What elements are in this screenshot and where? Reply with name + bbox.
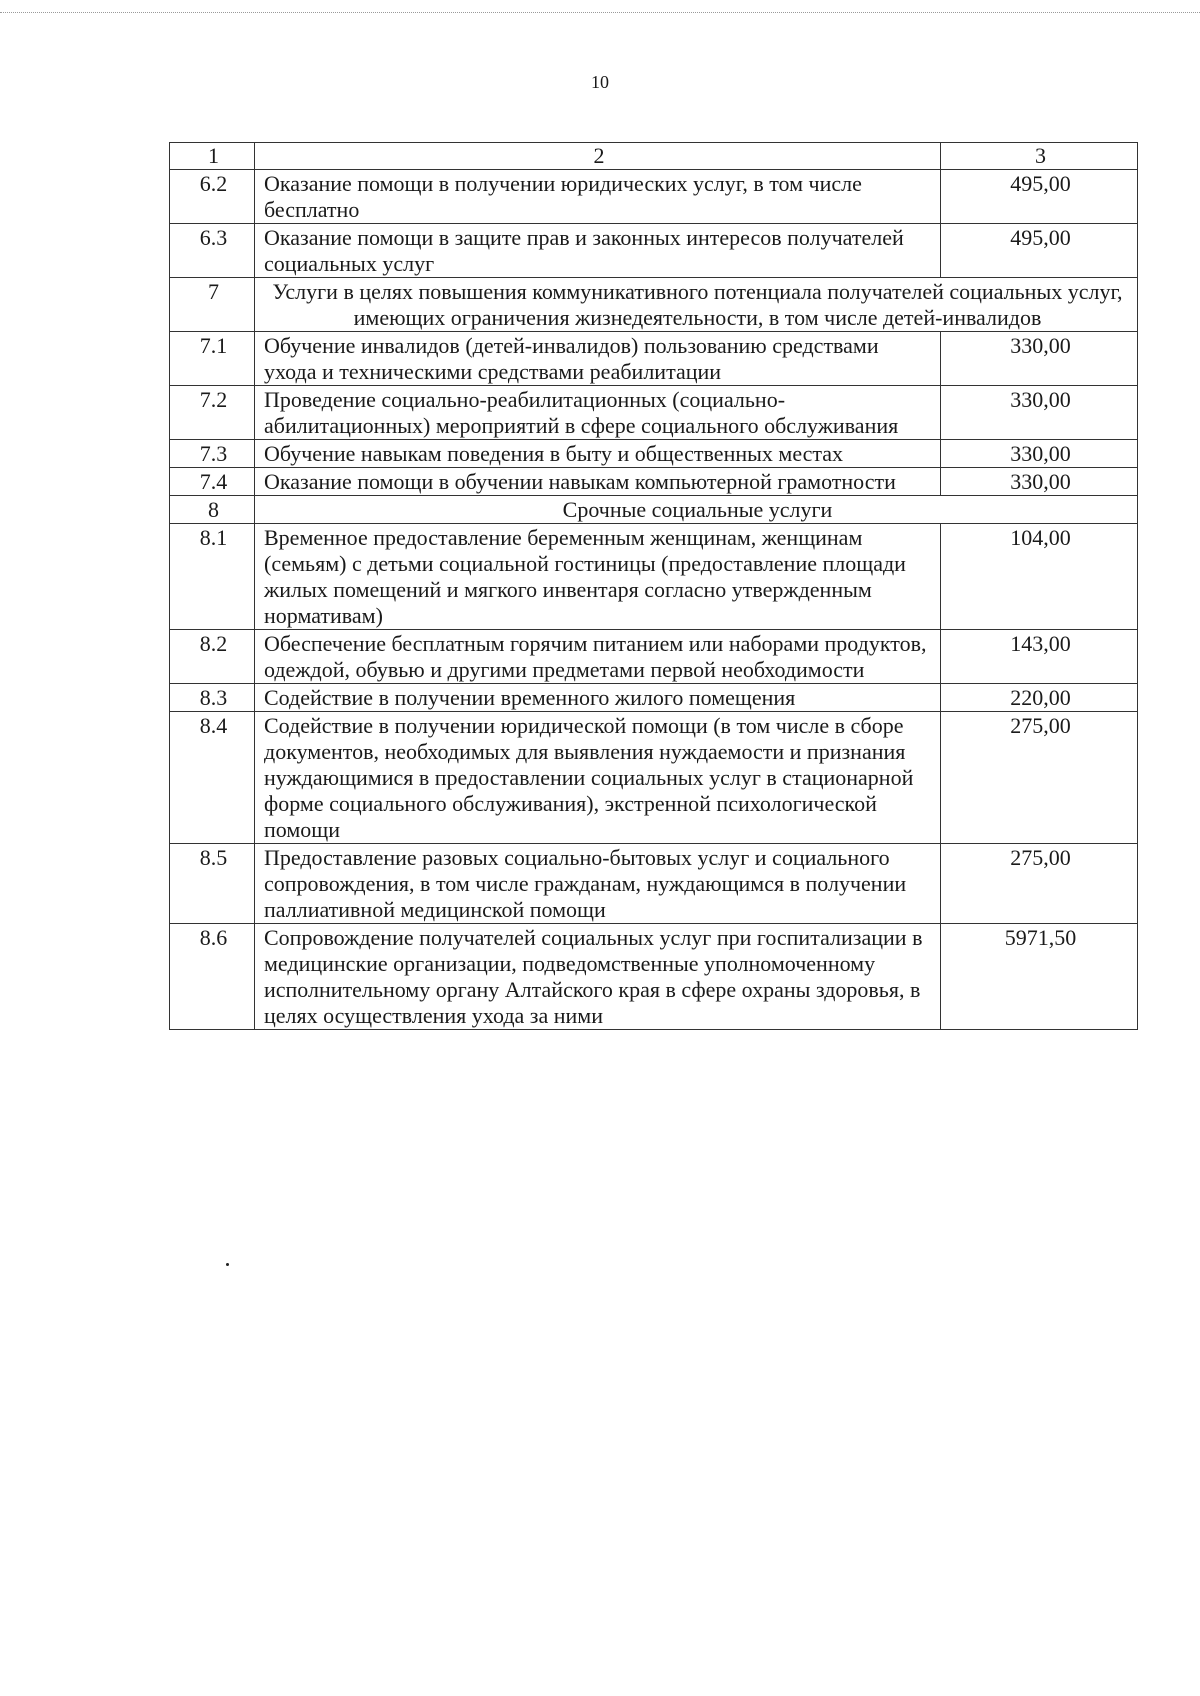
service-description: Проведение социально-реабилитационных (социально-абилитационных) мероприятий в сфере социального обслуживания [255, 386, 941, 440]
table-row [170, 924, 1138, 1030]
service-price: 143,00 [941, 630, 1138, 684]
row-number: 8.4 [170, 712, 255, 844]
service-price: 330,00 [941, 332, 1138, 386]
services-price-table [169, 142, 1138, 1030]
service-description: Временное предоставление беременным женщинам, женщинам (семьям) с детьми социальной гостиницы (предоставление площади жилых помещений и мягкого инвентаря согласно утвержденным нормативам) [255, 524, 941, 630]
table-row [170, 844, 1138, 924]
service-description: Сопровождение получателей социальных услуг при госпитализации в медицинские организации, подведомственные уполномоченному исполнительному органу Алтайского края в сфере охраны здоровья, в целях осуществления ухода за ними [255, 924, 941, 1030]
service-price: 275,00 [941, 844, 1138, 924]
service-description: Обучение навыкам поведения в быту и общественных местах [255, 440, 941, 468]
row-number: 8.1 [170, 524, 255, 630]
service-description: Обеспечение бесплатным горячим питанием или наборами продуктов, одеждой, обувью и другими предметами первой необходимости [255, 630, 941, 684]
table-row [170, 386, 1138, 440]
service-description: Оказание помощи в защите прав и законных интересов получателей социальных услуг [255, 224, 941, 278]
service-description: Оказание помощи в получении юридических услуг, в том числе бесплатно [255, 170, 941, 224]
service-description: Содействие в получении временного жилого помещения [255, 684, 941, 712]
header-cell-1: 1 [170, 143, 255, 170]
service-price: 220,00 [941, 684, 1138, 712]
row-number: 8.2 [170, 630, 255, 684]
table-row [170, 524, 1138, 630]
service-price: 495,00 [941, 170, 1138, 224]
section-title: Срочные социальные услуги [255, 496, 1138, 524]
table-header-row [170, 143, 1138, 170]
service-price: 5971,50 [941, 924, 1138, 1030]
service-price: 330,00 [941, 468, 1138, 496]
service-description: Оказание помощи в обучении навыкам компьютерной грамотности [255, 468, 941, 496]
row-number: 7.2 [170, 386, 255, 440]
row-number: 7 [170, 278, 255, 332]
row-number: 8.6 [170, 924, 255, 1030]
service-description: Предоставление разовых социально-бытовых услуг и социального сопровождения, в том числе гражданам, нуждающимся в получении паллиативной медицинской помощи [255, 844, 941, 924]
table-row [170, 684, 1138, 712]
row-number: 8 [170, 496, 255, 524]
table-row [170, 630, 1138, 684]
service-price: 275,00 [941, 712, 1138, 844]
row-number: 7.1 [170, 332, 255, 386]
service-description: Обучение инвалидов (детей-инвалидов) пользованию средствами ухода и техническими средствами реабилитации [255, 332, 941, 386]
service-price: 330,00 [941, 386, 1138, 440]
table-row [170, 224, 1138, 278]
page-number: 10 [591, 72, 609, 92]
table-row [170, 712, 1138, 844]
scan-edge-line [0, 12, 1200, 13]
stray-dot [226, 1263, 229, 1266]
header-cell-3: 3 [941, 143, 1138, 170]
table-row [170, 468, 1138, 496]
service-price: 330,00 [941, 440, 1138, 468]
section-title: Услуги в целях повышения коммуникативного потенциала получателей социальных услуг, имеющих ограничения жизнедеятельности, в том числе детей-инвалидов [255, 278, 1138, 332]
table-row [170, 170, 1138, 224]
section-row [170, 496, 1138, 524]
service-price: 495,00 [941, 224, 1138, 278]
table-row [170, 332, 1138, 386]
header-cell-2: 2 [255, 143, 941, 170]
row-number: 8.3 [170, 684, 255, 712]
row-number: 6.2 [170, 170, 255, 224]
row-number: 8.5 [170, 844, 255, 924]
row-number: 6.3 [170, 224, 255, 278]
row-number: 7.3 [170, 440, 255, 468]
service-price: 104,00 [941, 524, 1138, 630]
row-number: 7.4 [170, 468, 255, 496]
table-row [170, 440, 1138, 468]
section-row [170, 278, 1138, 332]
service-description: Содействие в получении юридической помощи (в том числе в сборе документов, необходимых для выявления нуждаемости и признания нуждающимися в предоставлении социальных услуг в стационарной форме социального обслуживания), экстренной психологической помощи [255, 712, 941, 844]
